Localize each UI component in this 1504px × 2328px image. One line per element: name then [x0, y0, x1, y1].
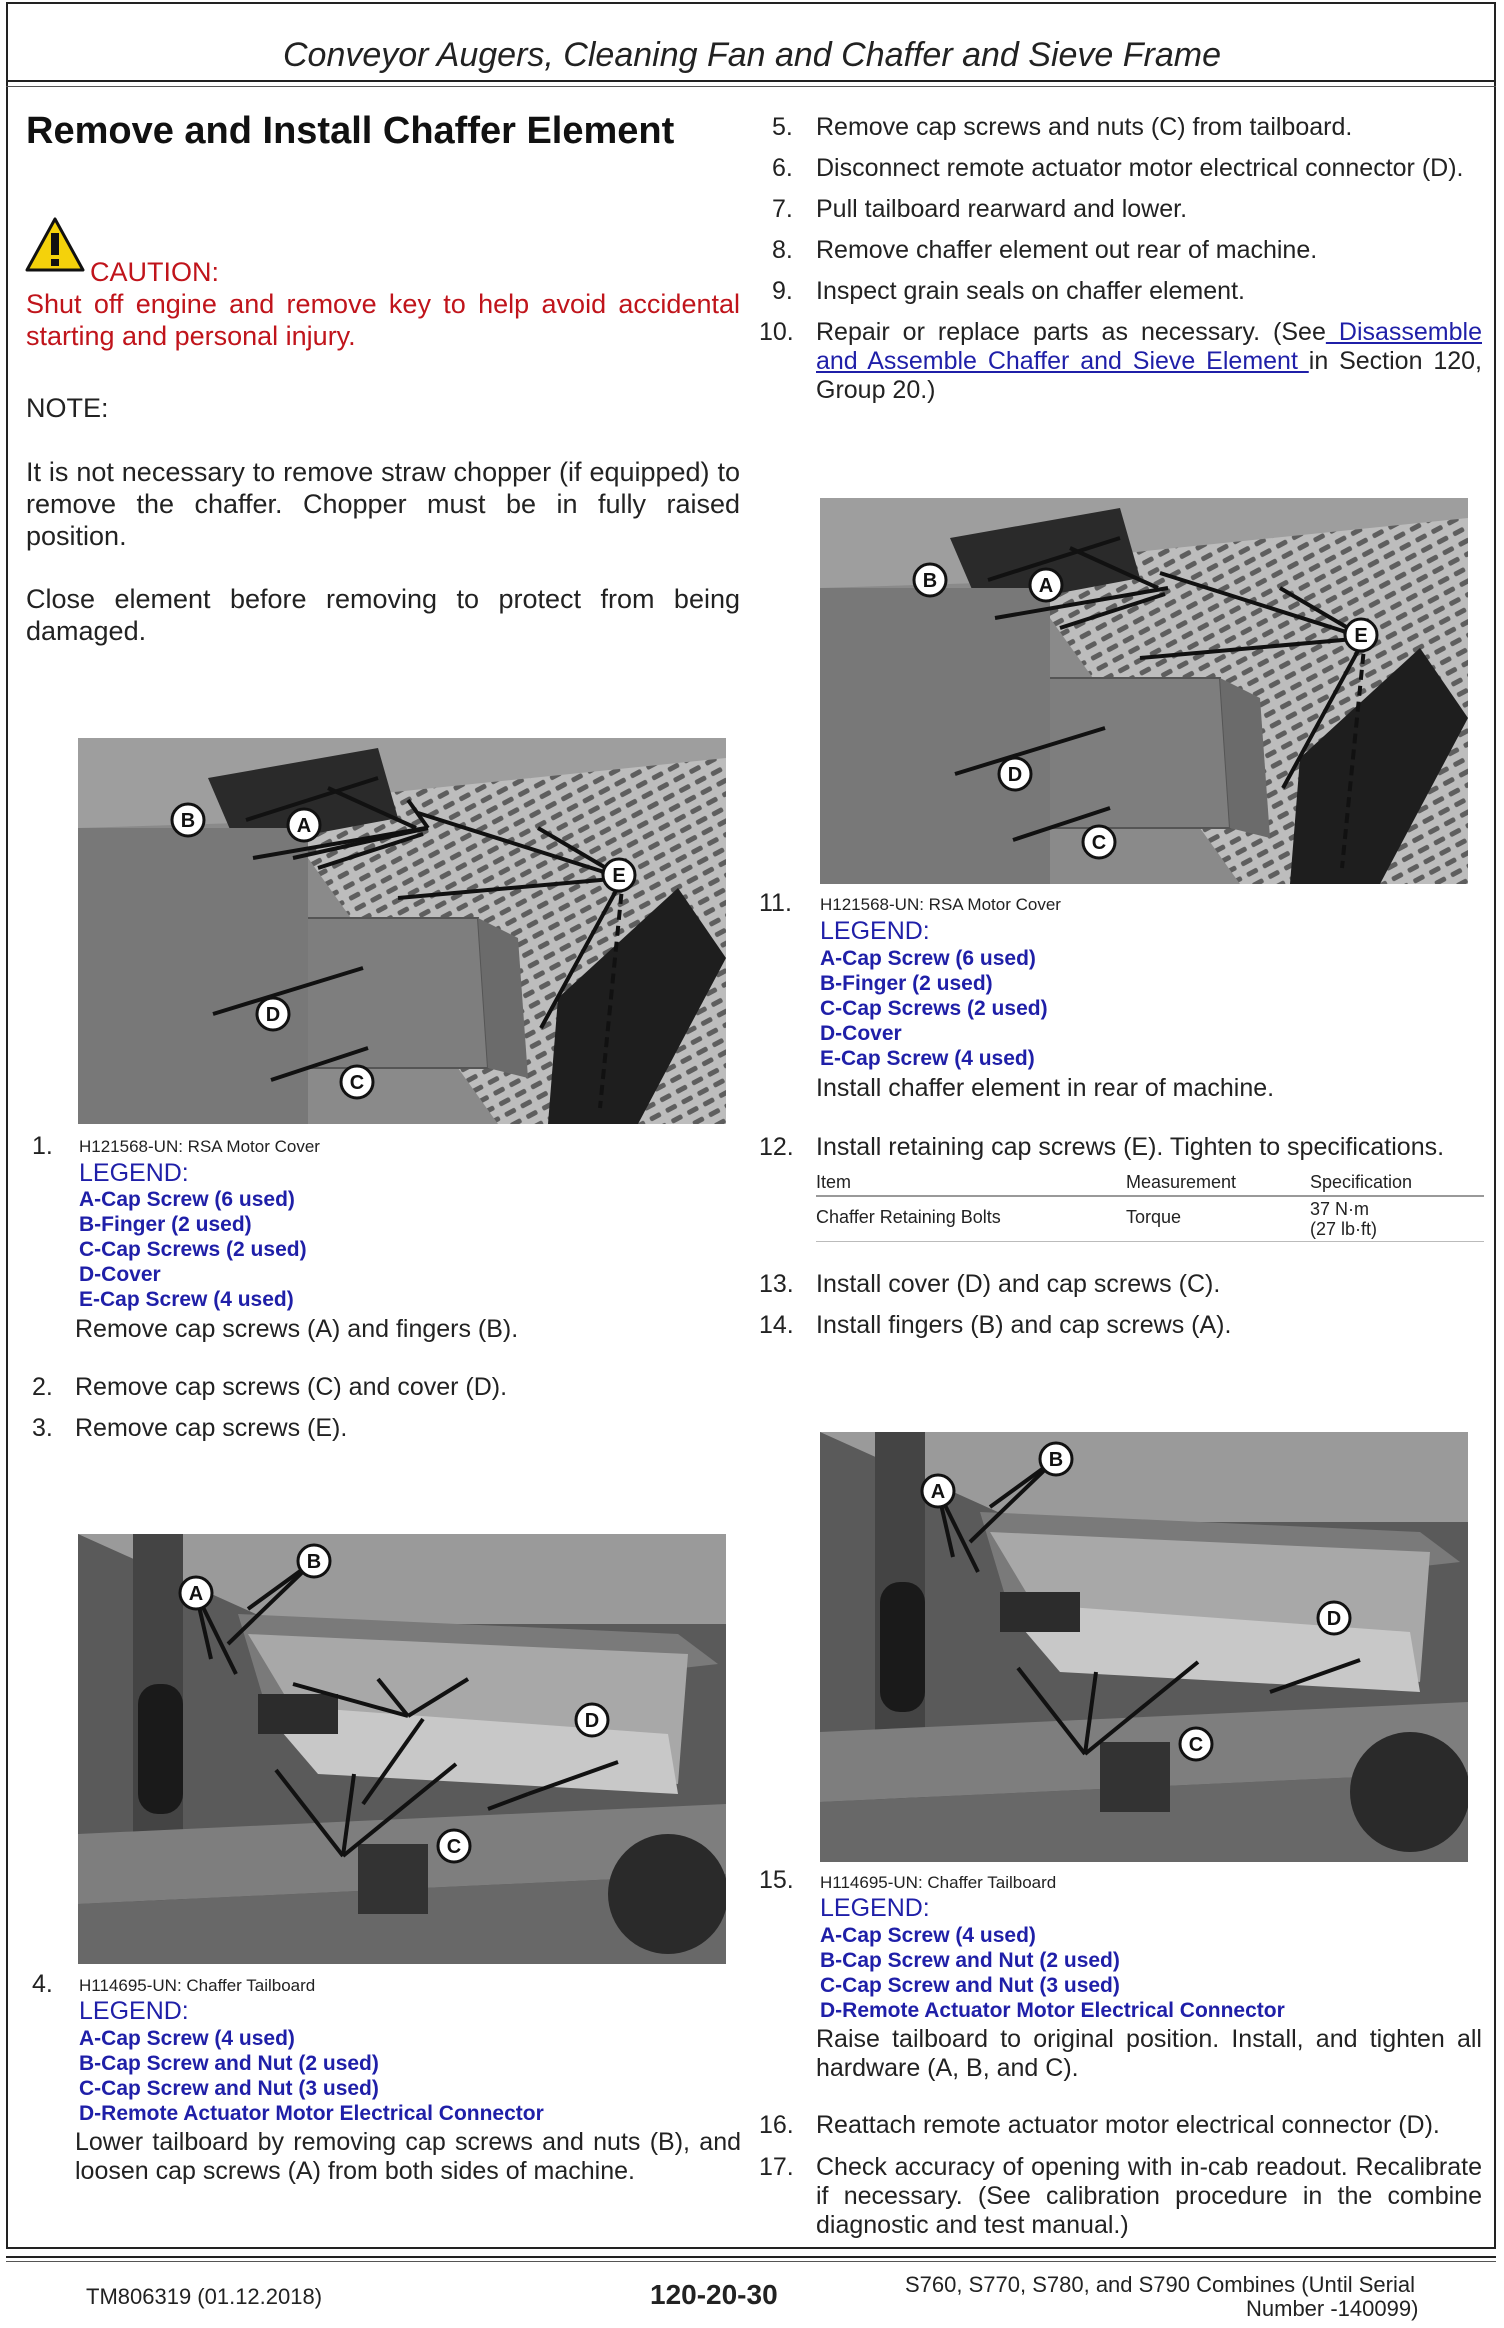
legend-item: B-Cap Screw and Nut (2 used)	[79, 2052, 379, 2075]
callout-a	[288, 809, 320, 841]
step-text: Remove cap screws (E).	[75, 1414, 348, 1442]
table-header-row	[816, 1170, 1484, 1196]
legend-item: C-Cap Screw and Nut (3 used)	[79, 2077, 379, 2100]
step-text: Remove cap screws (C) and cover (D).	[75, 1373, 508, 1401]
column-header: Measurement	[1126, 1172, 1237, 1192]
legend-item: A-Cap Screw (4 used)	[79, 2027, 295, 2050]
figure-caption: H121568-UN: RSA Motor Cover	[820, 895, 1061, 914]
step-text: Repair or replace parts as necessary. (See Disassemble and Assemble Chaffer and Sieve Element in Section 120, Group 20.)	[816, 318, 1482, 404]
header-rule	[6, 80, 1496, 82]
callout-b	[914, 564, 946, 596]
callout-d	[576, 1704, 608, 1736]
svg-text:D: D	[265, 1004, 281, 1026]
callout-a	[922, 1475, 954, 1507]
note-label: NOTE:	[26, 393, 109, 423]
legend-item: E-Cap Screw (4 used)	[79, 1288, 294, 1311]
callout-e	[603, 859, 635, 891]
svg-text:B: B	[1048, 1449, 1064, 1471]
svg-text:E: E	[1354, 625, 1368, 647]
callout-c	[1180, 1728, 1212, 1760]
step-number: 13.	[759, 1270, 794, 1298]
chaffer-tailboard-photo	[78, 1534, 726, 1964]
section-title: Remove and Install Chaffer Element	[26, 110, 675, 152]
rsa-motor-cover-photo	[820, 498, 1468, 884]
step-text: Remove cap screws and nuts (C) from tailboard.	[816, 113, 1353, 141]
step-text: Lower tailboard by removing cap screws and nuts (B), and loosen cap screws (A) from both sides of machine.	[75, 2128, 741, 2185]
legend-item: C-Cap Screw and Nut (3 used)	[820, 1974, 1120, 1997]
step-text: Reattach remote actuator motor electrical connector (D).	[816, 2111, 1440, 2139]
svg-text:B: B	[180, 810, 196, 832]
warning-icon	[24, 216, 84, 274]
step-number: 2.	[32, 1373, 53, 1401]
model-range: Number -140099)	[1246, 2296, 1419, 2321]
legend-item: C-Cap Screws (2 used)	[79, 1238, 307, 1261]
callout-d	[999, 758, 1031, 790]
svg-text:A: A	[1038, 575, 1054, 597]
step-text: Disconnect remote actuator motor electrical connector (D).	[816, 154, 1464, 182]
step-number: 5.	[772, 113, 793, 141]
svg-text:C: C	[446, 1836, 462, 1858]
callout-b	[298, 1545, 330, 1577]
caution-text: Shut off engine and remove key to help avoid accidental starting and personal injury.	[26, 289, 740, 351]
step-number: 14.	[759, 1311, 794, 1339]
figure-caption: H114695-UN: Chaffer Tailboard	[79, 1976, 316, 1995]
step-text: Install retaining cap screws (E). Tighten to specifications.	[816, 1133, 1445, 1161]
svg-text:E: E	[612, 865, 626, 887]
step-number: 15.	[759, 1866, 794, 1894]
legend-item: D-Remote Actuator Motor Electrical Connector	[820, 1999, 1285, 2022]
callout-b	[1040, 1443, 1072, 1475]
callout-b	[172, 804, 204, 836]
spec-table	[816, 1170, 1484, 1242]
legend-item: B-Finger (2 used)	[79, 1213, 252, 1236]
callout-c	[1083, 826, 1115, 858]
legend-list	[820, 946, 1048, 1071]
legend-item: B-Cap Screw and Nut (2 used)	[820, 1949, 1120, 1972]
step-number: 12.	[759, 1133, 794, 1161]
legend-label: LEGEND:	[79, 1159, 189, 1187]
step-number: 6.	[772, 154, 793, 182]
callout-c	[438, 1830, 470, 1862]
table-cell: Torque	[1126, 1207, 1182, 1227]
step-text: Check accuracy of opening with in-cab readout. Recalibrate if necessary. (See calibration procedure in the combine diagnostic and test manual.)	[816, 2153, 1482, 2239]
legend-item: B-Finger (2 used)	[820, 972, 993, 995]
step-number: 11.	[759, 889, 792, 917]
column-header: Item	[816, 1172, 852, 1192]
svg-text:A: A	[930, 1481, 946, 1503]
legend-item: D-Cover	[79, 1263, 161, 1286]
step-text: Raise tailboard to original position. Install, and tighten all hardware (A, B, and C).	[816, 2025, 1482, 2082]
callout-d	[1318, 1602, 1350, 1634]
svg-text:B: B	[306, 1551, 322, 1573]
header-rule-thin	[6, 86, 1496, 87]
figure-caption: H121568-UN: RSA Motor Cover	[79, 1137, 320, 1156]
step-number: 17.	[759, 2153, 794, 2181]
figure-caption: H114695-UN: Chaffer Tailboard	[820, 1873, 1057, 1892]
step-number: 4.	[32, 1970, 53, 1998]
svg-text:D: D	[1326, 1608, 1342, 1630]
legend-item: D-Remote Actuator Motor Electrical Connector	[79, 2102, 544, 2125]
callout-a	[180, 1577, 212, 1609]
step-number: 10.	[759, 318, 794, 346]
chaffer-tailboard-photo	[820, 1432, 1468, 1862]
callout-d	[257, 998, 289, 1030]
step-text: Inspect grain seals on chaffer element.	[816, 277, 1245, 305]
table-cell: Chaffer Retaining Bolts	[816, 1207, 1001, 1227]
callout-e	[1345, 619, 1377, 651]
svg-text:B: B	[922, 570, 938, 592]
page-header: Conveyor Augers, Cleaning Fan and Chaffer and Sieve Frame	[282, 36, 1222, 74]
legend-item: E-Cap Screw (4 used)	[820, 1047, 1035, 1070]
svg-text:C: C	[1188, 1734, 1204, 1756]
svg-text:C: C	[1091, 832, 1107, 854]
step-number: 9.	[772, 277, 793, 305]
model-range: S760, S770, S780, and S790 Combines (Until Serial	[905, 2272, 1415, 2297]
page-number: 120-20-30	[650, 2279, 778, 2310]
rsa-motor-cover-photo	[78, 738, 726, 1124]
legend-list	[79, 2026, 544, 2126]
caution-label: CAUTION:	[90, 257, 220, 287]
step-text: Install chaffer element in rear of machine.	[816, 1074, 1275, 1102]
callout-a	[1030, 569, 1062, 601]
legend-item: A-Cap Screw (6 used)	[820, 947, 1036, 970]
table-row	[816, 1196, 1484, 1242]
legend-label: LEGEND:	[820, 917, 930, 945]
step-text: Install cover (D) and cap screws (C).	[816, 1270, 1221, 1298]
step-number: 7.	[772, 195, 793, 223]
step-text: Pull tailboard rearward and lower.	[816, 195, 1188, 223]
legend-item: D-Cover	[820, 1022, 902, 1045]
step-number: 16.	[759, 2111, 794, 2139]
step-text: Remove cap screws (A) and fingers (B).	[75, 1315, 519, 1343]
step-text: Install fingers (B) and cap screws (A).	[816, 1311, 1232, 1339]
step-number: 3.	[32, 1414, 53, 1442]
table-cell: 37 N·m (27 lb·ft)	[1310, 1199, 1378, 1239]
step-text: Remove chaffer element out rear of machine.	[816, 236, 1318, 264]
note-text: It is not necessary to remove straw chopper (if equipped) to remove the chaffer. Chopper must be in fully raised position.	[26, 457, 740, 551]
column-header: Specification	[1310, 1172, 1413, 1192]
legend-item: A-Cap Screw (4 used)	[820, 1924, 1036, 1947]
legend-list	[79, 1187, 307, 1312]
legend-item: C-Cap Screws (2 used)	[820, 997, 1048, 1020]
step-number: 1.	[32, 1132, 53, 1160]
note-text: Close element before removing to protect from being damaged.	[26, 584, 740, 646]
legend-item: A-Cap Screw (6 used)	[79, 1188, 295, 1211]
svg-text:A: A	[188, 1583, 204, 1605]
svg-text:C: C	[349, 1072, 365, 1094]
legend-list	[820, 1923, 1285, 2023]
footer-rule-thin	[6, 2261, 1496, 2262]
step-number: 8.	[772, 236, 793, 264]
disassemble-link[interactable]: Disassemble and Assemble Chaffer and Sieve Element	[816, 318, 1482, 375]
svg-text:A: A	[296, 815, 312, 837]
legend-label: LEGEND:	[79, 1997, 189, 2025]
legend-label: LEGEND:	[820, 1894, 930, 1922]
svg-text:D: D	[584, 1710, 600, 1732]
callout-c	[341, 1066, 373, 1098]
footer-rule	[6, 2256, 1496, 2258]
svg-text:D: D	[1007, 764, 1023, 786]
document-id: TM806319 (01.12.2018)	[86, 2284, 323, 2309]
